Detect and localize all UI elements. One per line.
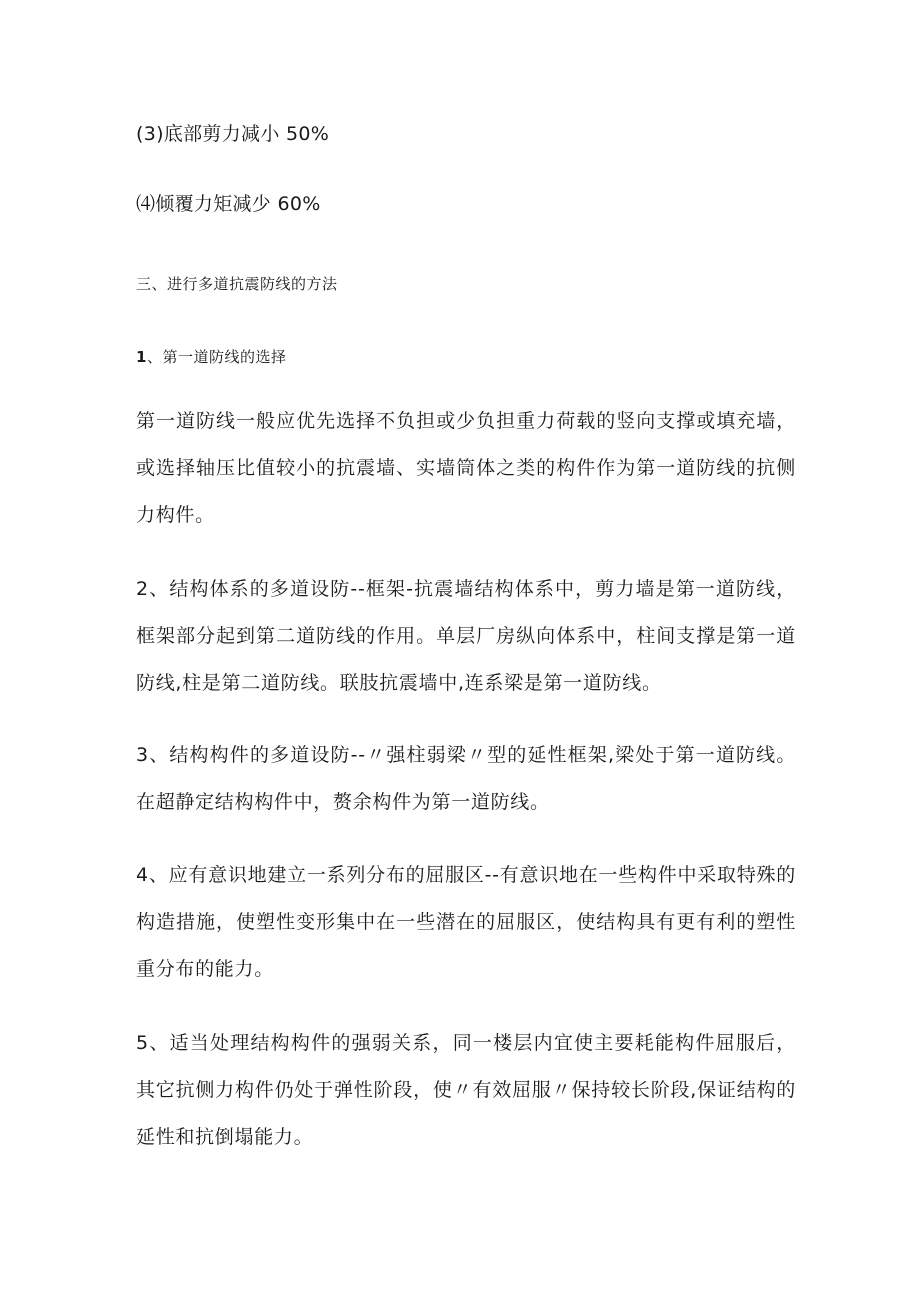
subheading-text: 、第一道防线的选择 [146,348,287,366]
paragraph-4-yield-zones: 4、应有意识地建立一系列分布的屈服区--有意识地在一些构件中采取特殊的构造措施，使塑性变形集中在一些潜在的屈服区，使结构具有更有利的塑性重分布的能力。 [136,864,796,980]
subheading-1 [136,345,286,369]
subheading-number: 1 [136,348,147,366]
list-item-4: ⑷倾覆力矩减少 60% [136,193,321,215]
list-item-3: (3)底部剪力减小 50% [136,123,330,145]
section-heading: 三、进行多道抗震防线的方法 [136,275,338,293]
paragraph-first-defense: 第一道防线一般应优先选择不负担或少负担重力荷载的竖向支撑或填充墙，或选择轴压比值较小的抗震墙、实墙筒体之类的构件作为第一道防线的抗侧力构件。 [136,410,796,526]
paragraph-3-members: 3、结构构件的多道设防--〃强柱弱梁〃型的延性框架,梁处于第一道防线。在超静定结构构件中，赘余构件为第一道防线。 [136,744,796,813]
paragraph-5-strength-relation: 5、适当处理结构构件的强弱关系，同一楼层内宜使主要耗能构件屈服后，其它抗侧力构件仍处于弹性阶段，使〃有效屈服〃保持较长阶段,保证结构的延性和抗倒塌能力。 [136,1032,796,1148]
paragraph-2-system: 2、结构体系的多道设防--框架-抗震墙结构体系中，剪力墙是第一道防线，框架部分起到第二道防线的作用。单层厂房纵向体系中，柱间支撑是第一道防线,柱是第二道防线。联肢抗震墙中,连系梁是第一道防线。 [136,578,796,694]
